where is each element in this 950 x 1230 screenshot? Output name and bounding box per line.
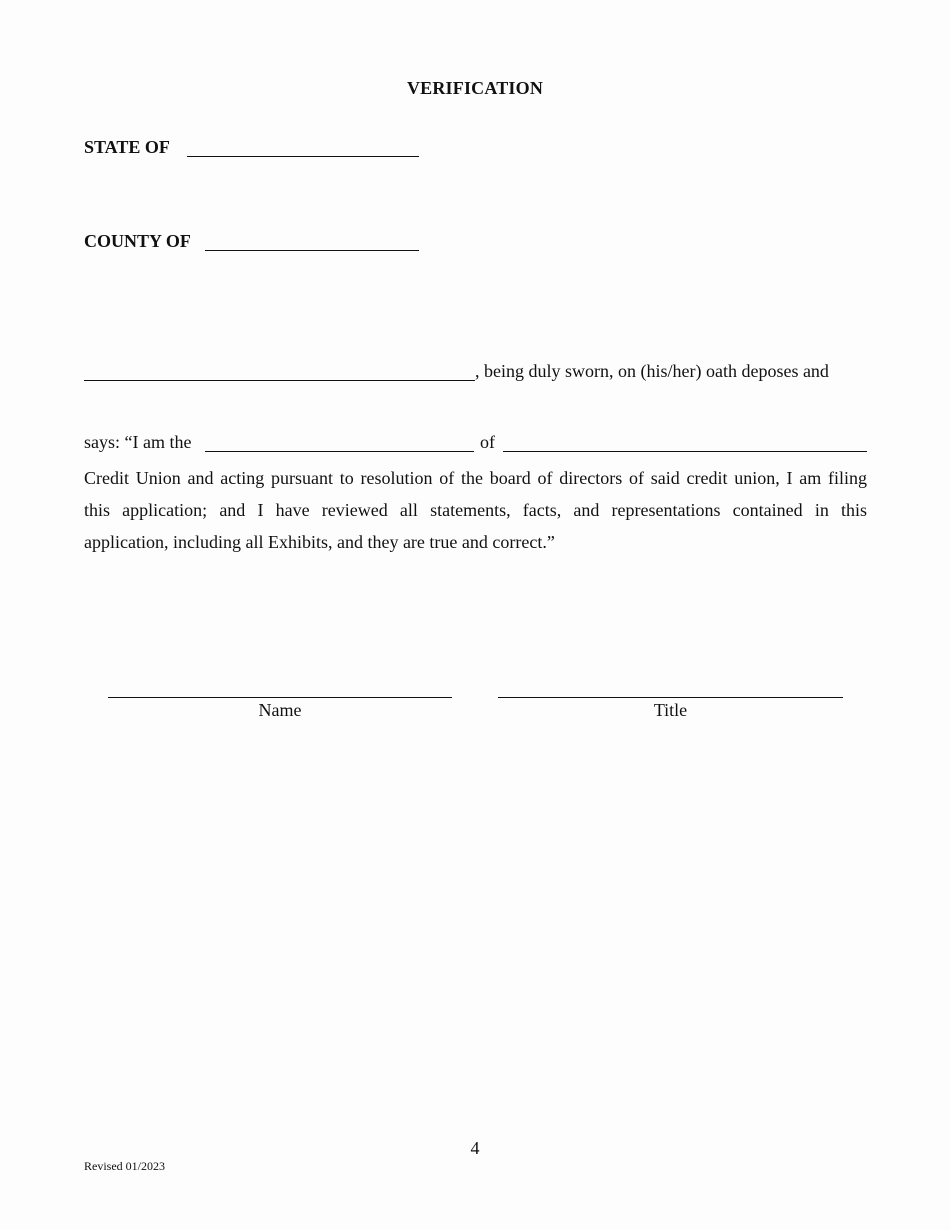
paragraph-line: this application; and I have reviewed all statements, facts, and representations contained in this bbox=[84, 500, 867, 520]
page-number: 4 bbox=[470, 1138, 480, 1158]
paragraph-line: application, including all Exhibits, and they are true and correct.” bbox=[84, 532, 555, 552]
affiant-name-field[interactable] bbox=[84, 380, 475, 381]
affiant-sworn-text: , being duly sworn, on (his/her) oath deposes and bbox=[475, 361, 829, 381]
paragraph-line: Credit Union and acting pursuant to resolution of the board of directors of said credit union, I am filing bbox=[84, 468, 867, 488]
title-signature-field[interactable] bbox=[498, 697, 843, 698]
name-caption: Name bbox=[258, 700, 302, 720]
state-field[interactable] bbox=[187, 156, 419, 157]
verification-paragraph bbox=[84, 462, 867, 558]
county-field[interactable] bbox=[205, 250, 419, 251]
credit-union-name-field[interactable] bbox=[503, 451, 867, 452]
revised-date: Revised 01/2023 bbox=[84, 1159, 165, 1173]
says-text: says: “I am the bbox=[84, 432, 192, 452]
state-label: STATE OF bbox=[84, 137, 170, 157]
position-field[interactable] bbox=[205, 451, 474, 452]
name-signature-field[interactable] bbox=[108, 697, 452, 698]
of-text: of bbox=[480, 432, 495, 452]
county-label: COUNTY OF bbox=[84, 231, 191, 251]
title-caption: Title bbox=[653, 700, 688, 720]
document-title: VERIFICATION bbox=[406, 78, 544, 98]
